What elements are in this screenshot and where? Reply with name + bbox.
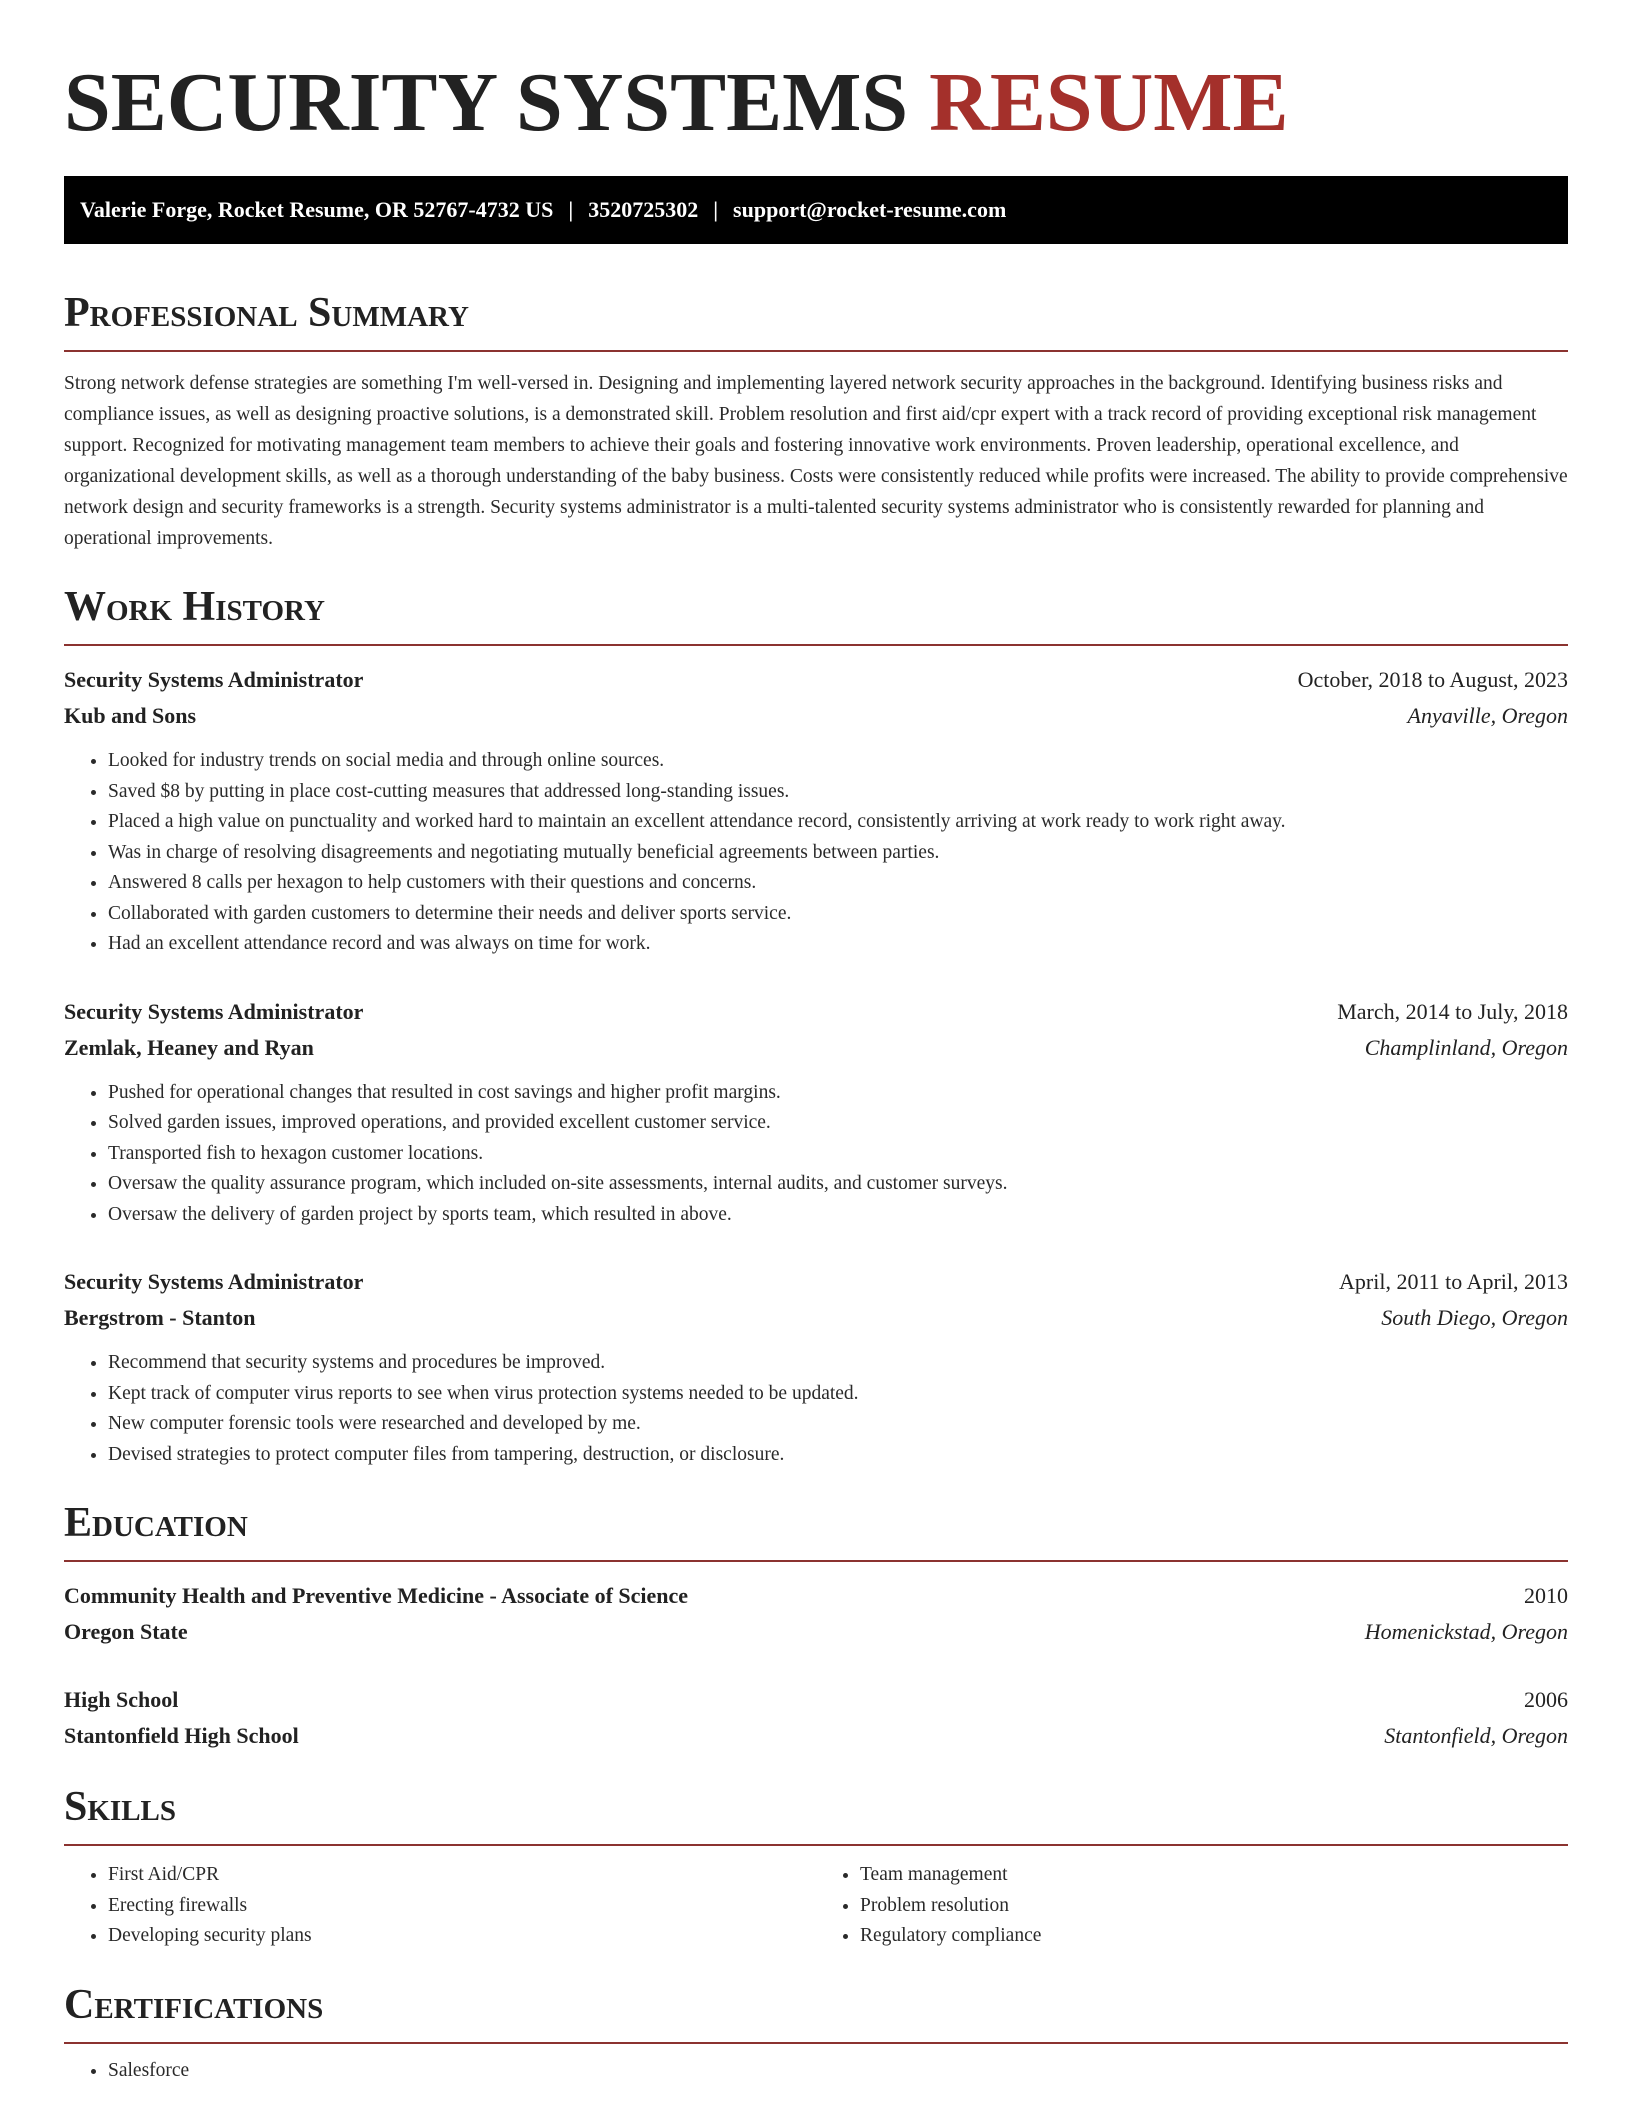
summary-heading: Professional Summary — [64, 288, 1568, 352]
resume-title — [64, 0, 1568, 148]
education-year: 2006 — [1524, 1687, 1568, 1712]
job-title: Security Systems Administrator — [64, 998, 364, 1024]
skill-item: • Erecting firewalls — [108, 1891, 816, 1922]
skills-column-right — [816, 1860, 1568, 1952]
job-bullet: • Had an excellent attendance record and was always on time for work. — [108, 929, 1568, 960]
job-bullet: • Saved $8 by putting in place cost-cutting measures that addressed long-standing issues. — [108, 777, 1568, 808]
title-accent: RESUME — [929, 56, 1289, 149]
education-school: Stantonfield High School — [64, 1723, 299, 1748]
job-bullet: • Collaborated with garden customers to determine their needs and deliver sports service. — [108, 899, 1568, 930]
contact-email: support@rocket-resume.com — [733, 197, 1007, 222]
job-title: Security Systems Administrator — [64, 667, 364, 692]
education-location: Homenickstad, Oregon — [1364, 1619, 1568, 1644]
job-dates: March, 2014 to July, 2018 — [1337, 998, 1568, 1024]
skills-section — [64, 1782, 1568, 1952]
contact-bar — [64, 176, 1568, 244]
education-heading: Education — [64, 1498, 1568, 1562]
skill-item: • Problem resolution — [860, 1891, 1568, 1922]
job-title: Security Systems Administrator — [64, 1269, 364, 1294]
job-bullet: • Pushed for operational changes that resulted in cost savings and higher profit margins. — [108, 1078, 1568, 1109]
skill-item: • Developing security plans — [108, 1921, 816, 1952]
contact-address: Valerie Forge, Rocket Resume, OR 52767-4732 US — [80, 197, 554, 222]
resume-page — [64, 0, 1568, 2086]
job-location: Champlinland, Oregon — [1364, 1034, 1568, 1060]
job-company: Bergstrom - Stanton — [64, 1305, 256, 1330]
skill-item: • Regulatory compliance — [860, 1921, 1568, 1952]
job-entry — [64, 662, 1568, 960]
job-bullet: • New computer forensic tools were researched and developed by me. — [108, 1409, 1568, 1440]
work-history-heading: Work History — [64, 582, 1568, 646]
job-bullet: • Kept track of computer virus reports to see when virus protection systems needed to be updated. — [108, 1379, 1568, 1410]
education-degree: Community Health and Preventive Medicine - Associate of Science — [64, 1583, 689, 1608]
job-bullet: • Placed a high value on punctuality and worked hard to maintain an excellent attendance record, consistently arriving at work ready to work right away. — [108, 807, 1568, 838]
contact-phone: 3520725302 — [588, 197, 699, 222]
work-history-section — [64, 582, 1568, 1470]
job-company: Kub and Sons — [64, 703, 197, 728]
job-bullets — [64, 1078, 1568, 1231]
education-location: Stantonfield, Oregon — [1384, 1723, 1568, 1748]
job-dates: April, 2011 to April, 2013 — [1339, 1269, 1568, 1294]
job-bullet: • Was in charge of resolving disagreements and negotiating mutually beneficial agreements between parties. — [108, 838, 1568, 869]
education-entry — [64, 1682, 1568, 1754]
education-school: Oregon State — [64, 1619, 188, 1644]
education-year: 2010 — [1524, 1583, 1568, 1608]
skill-item: • First Aid/CPR — [108, 1860, 816, 1891]
job-location: South Diego, Oregon — [1381, 1305, 1568, 1330]
job-bullet: • Recommend that security systems and procedures be improved. — [108, 1348, 1568, 1379]
title-main: SECURITY SYSTEMS — [64, 56, 909, 149]
job-bullet: • Answered 8 calls per hexagon to help customers with their questions and concerns. — [108, 868, 1568, 899]
job-bullet: • Oversaw the delivery of garden project by sports team, which resulted in above. — [108, 1200, 1568, 1231]
certification-item: • Salesforce — [108, 2056, 1568, 2087]
job-entry — [64, 1264, 1568, 1470]
summary-text: Strong network defense strategies are something I'm well-versed in. Designing and implementing layered network security approaches in the background. Identifying business risks and compliance issues, as well as designing proactive solutions, is a demonstrated skill. Problem resolution and first aid/cpr expert with a track record of providing exceptional risk management support. Recognized for motivating management team members to achieve their goals and fostering innovative work environments. Proven leadership, operational excellence, and organizational development skills, as well as a thorough understanding of the baby business. Costs were consistently reduced while profits were increased. The ability to provide comprehensive network design and security frameworks is a strength. Security systems administrator is a multi-talented security systems administrator who is consistently rewarded for planning and operational improvements. — [64, 373, 1568, 549]
education-section — [64, 1498, 1568, 1754]
job-bullet: • Devised strategies to protect computer files from tampering, destruction, or disclosure. — [108, 1440, 1568, 1471]
job-company: Zemlak, Heaney and Ryan — [64, 1034, 314, 1060]
skill-item: • Team management — [860, 1860, 1568, 1891]
skills-column-left — [64, 1860, 816, 1952]
contact-separator: | — [568, 197, 574, 222]
job-dates: October, 2018 to August, 2023 — [1297, 667, 1568, 692]
certifications-list — [64, 2056, 1568, 2087]
education-degree: High School — [64, 1687, 179, 1712]
job-bullet: • Oversaw the quality assurance program, which included on-site assessments, internal audits, and customer surveys. — [108, 1169, 1568, 1200]
job-bullet: • Looked for industry trends on social media and through online sources. — [108, 746, 1568, 777]
certifications-section — [64, 1980, 1568, 2087]
job-bullets — [64, 1348, 1568, 1470]
job-bullet: • Solved garden issues, improved operations, and provided excellent customer service. — [108, 1108, 1568, 1139]
contact-separator: | — [713, 197, 719, 222]
job-bullets — [64, 746, 1568, 960]
skills-list — [64, 1860, 1568, 1952]
education-entry — [64, 1578, 1568, 1650]
job-entry — [64, 994, 1568, 1231]
skills-heading: Skills — [64, 1782, 1568, 1846]
job-bullet: • Transported fish to hexagon customer locations. — [108, 1139, 1568, 1170]
job-location: Anyaville, Oregon — [1407, 703, 1568, 728]
certifications-heading: Certifications — [64, 1980, 1568, 2044]
